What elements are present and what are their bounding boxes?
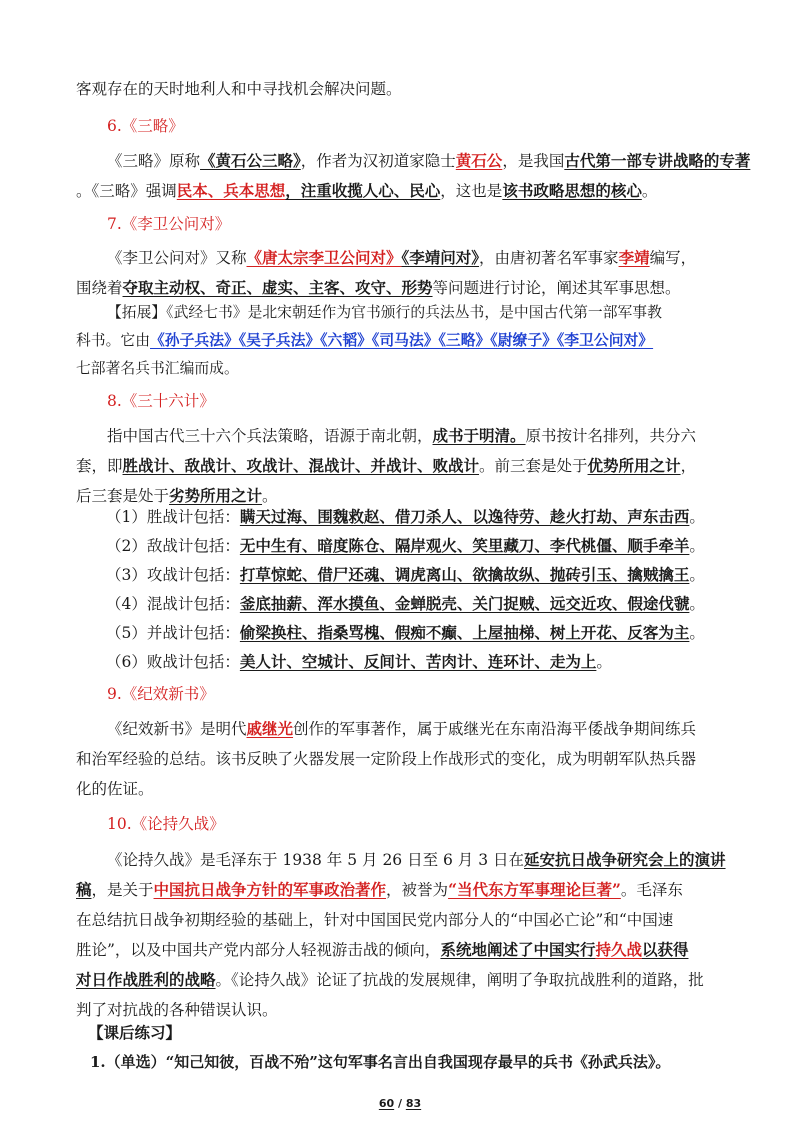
section-9-para-line-2: 和治军经验的总结。该书反映了火器发展一定阶段上作战形式的变化，成为明朝军队热兵器 bbox=[76, 750, 697, 768]
stratagem-list-item: （6）败战计包括：美人计、空城计、反间计、苦肉计、连环计、走为上。 bbox=[106, 652, 612, 671]
section-10-para-line-4: 胜论”，以及中国共产党内部分人轻视游击战的倾向，系统地阐述了中国实行持久战以获得 bbox=[76, 940, 689, 959]
stratagem-list-item: （2）敌战计包括：无中生有、暗度陈仓、隔岸观火、笑里藏刀、李代桃僵、顺手牵羊。 bbox=[106, 536, 705, 555]
stratagem-list-item: （3）攻战计包括：打草惊蛇、借尸还魂、调虎离山、欲擒故纵、抛砖引玉、擒贼擒王。 bbox=[106, 565, 705, 584]
page-number: 60 / 83 bbox=[378, 1097, 422, 1110]
section-8-para-line-1: 指中国古代三十六个兵法策略，语源于南北朝，成书于明清。原书按计名排列，共分六 bbox=[107, 426, 697, 445]
section-8-para-line-3: 后三套是处于劣势所用之计。 bbox=[76, 486, 278, 505]
stratagem-list-item: （5）并战计包括：偷梁换柱、指桑骂槐、假痴不癫、上屋抽梯、树上开花、反客为主。 bbox=[106, 623, 705, 642]
section-7-para-line-2: 围绕着夺取主动权、奇正、虚实、主客、攻守、形势等问题进行讨论，阐述其军事思想。 bbox=[76, 278, 681, 297]
stratagem-list-item: （1）胜战计包括：瞒天过海、围魏救赵、借刀杀人、以逸待劳、趁火打劫、声东击西。 bbox=[106, 507, 705, 526]
section-9-para-line-1: 《纪效新书》是明代戚继光创作的军事著作，属于戚继光在东南沿海平倭战争期间练兵 bbox=[107, 719, 697, 738]
section-7-para-line-1: 《李卫公问对》又称《唐太宗李卫公问对》《李靖问对》，由唐初著名军事家李靖编写， bbox=[107, 248, 697, 267]
section-8-heading: 8.《三十六计》 bbox=[107, 392, 215, 410]
section-10-para-line-5: 对日作战胜利的战略。《论持久战》论证了抗战的发展规律，阐明了争取抗战胜利的道路，批 bbox=[76, 970, 704, 989]
section-6-para-line-2: 。《三略》强调民本、兵本思想，注重收揽人心、民心，这也是该书政略思想的核心。 bbox=[76, 181, 658, 200]
extension-line-2: 科书。它由《孙子兵法》《吴子兵法》《六韬》《司马法》《三略》《尉缭子》《李卫公问对》 bbox=[76, 332, 654, 349]
section-9-heading: 9.《纪效新书》 bbox=[107, 685, 215, 703]
first-strategy-book-phrase: 古代第一部专讲战略的专著 bbox=[564, 151, 751, 170]
section-10-heading: 10.《论持久战》 bbox=[107, 815, 225, 833]
section-10-para-line-3: 在总结抗日战争初期经验的基础上，针对中国国民党内部分人的“中国必亡论”和“中国速 bbox=[76, 911, 674, 929]
extension-line-3: 七部著名兵书汇编而成。 bbox=[76, 360, 239, 377]
section-7-heading: 7.《李卫公问对》 bbox=[107, 215, 231, 233]
extension-line-1: 【拓展】《武经七书》是北宋朝廷作为官书颁行的兵法丛书，是中国古代第一部军事教 bbox=[107, 304, 662, 321]
exercise-heading: 【课后练习】 bbox=[88, 1023, 182, 1042]
intro-line: 客观存在的天时地利人和中寻找机会解决问题。 bbox=[76, 80, 402, 98]
section-6-para-line-1: 《三略》原称《黄石公三略》，作者为汉初道家隐士黄石公，是我国古代第一部专讲战略的专著 bbox=[107, 151, 751, 170]
stratagem-list-item: （4）混战计包括：釜底抽薪、浑水摸鱼、金蝉脱壳、关门捉贼、远交近攻、假途伐虢。 bbox=[106, 594, 705, 613]
section-10-para-line-1: 《论持久战》是毛泽东于 1938 年 5 月 26 日至 6 月 3 日在延安抗日战争研究会上的演讲 bbox=[107, 850, 726, 869]
seven-books-list: 《孙子兵法》《吴子兵法》《六韬》《司马法》《三略》《尉缭子》《李卫公问对》 bbox=[150, 332, 654, 349]
section-10-para-line-2: 稿，是关于中国抗日战争方针的军事政治著作，被誉为“当代东方军事理论巨著”。毛泽东 bbox=[76, 880, 683, 899]
section-8-para-line-2: 套，即胜战计、敌战计、攻战计、混战计、并战计、败战计。前三套是处于优势所用之计， bbox=[76, 456, 697, 475]
section-9-para-line-3: 化的佐证。 bbox=[76, 780, 154, 798]
section-6-heading: 6.《三略》 bbox=[107, 117, 184, 135]
section-10-para-line-6: 判了对抗战的各种错误认识。 bbox=[76, 1001, 278, 1019]
exercise-question-1: 1.（单选）“知己知彼，百战不殆”这句军事名言出自我国现存最早的兵书《孙武兵法》。 bbox=[90, 1053, 671, 1071]
